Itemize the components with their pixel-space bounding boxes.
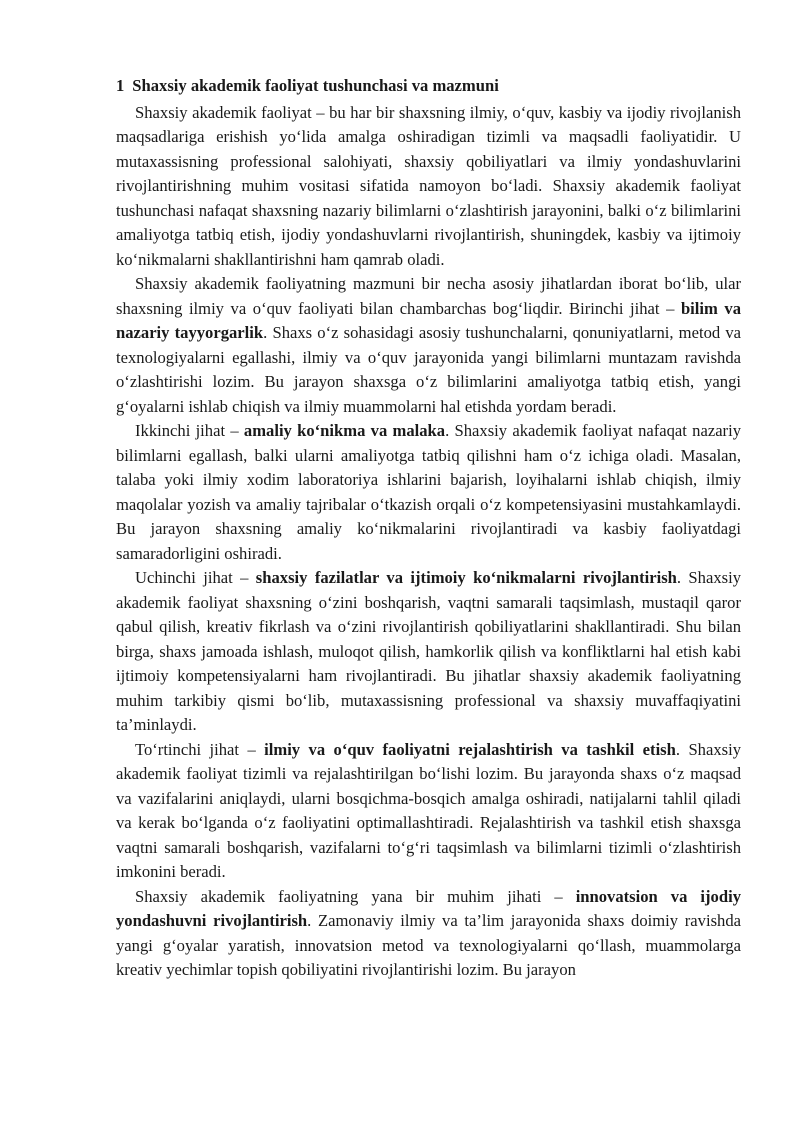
text-run: Ikkinchi jihat – [135, 421, 244, 440]
text-run: . Shaxsiy akademik faoliyat shaxsning o‘zini boshqarish, vaqtni samarali taqsimlash, mustaqil qaror qabul qilish, kreativ fikrlash va o‘zini rivojlantirish qobiliyatlarini shakllantiradi. Shu bilan birga, shaxs jamoada ishlash, muloqot qilish, hamkorlik qilish va konfliktlarni hal etish kabi ijtimoiy kompetensiyalarni ham rivojlantiradi. Bu jihatlar shaxsiy akademik faoliyatning muhim tarkibiy qismi bo‘lib, mutaxassisning professional va shaxsiy muvaffaqiyatini ta’minlaydi. [116, 568, 741, 734]
section-number: 1 [116, 76, 125, 95]
text-run: . Shaxsiy akademik faoliyat nafaqat nazariy bilimlarni egallash, balki ularni amaliyotga tatbiq qilishni ham o‘z ichiga oladi. Masalan, talaba yoki ilmiy xodim laboratoriya ishlarini bajarish, loyihalarni ishlab chiqish, ilmiy maqolalar yozish va amaliy tajribalar o‘tkazish orqali o‘z kompetensiyasini mustahkamlaydi. Bu jarayon shaxsning amaliy ko‘nikmalarini rivojlantiradi va kasbiy faoliyatdagi samaradorligini oshiradi. [116, 421, 741, 563]
text-run: . Zamonaviy ilmiy va ta’lim jarayonida shaxs doimiy ravishda yangi g‘oyalar yaratish, innovatsion metod va texnologiyalarni qo‘llash, muammolarga kreativ yechimlar topish qobiliyatini rivojlantirishi lozim. Bu jarayon [116, 911, 741, 979]
text-run: To‘rtinchi jihat – [135, 739, 265, 759]
text-run: Shaxsiy akademik faoliyat – bu har bir shaxsning ilmiy, o‘quv, kasbiy va ijodiy rivojlanish maqsadlariga erishish yo‘lida amalga oshiradigan tizimli va maqsadli faoliyatidir. U mutaxassisning professional salohiyati, shaxsiy qobiliyatlari va ilmiy yondashuvlarini rivojlantirishning muhim vositasi sifatida namoyon bo‘ladi. Shaxsiy akademik faoliyat tushunchasi nafaqat shaxsning nazariy bilimlarni o‘zlashtirish jarayonini, balki o‘z bilimlarini amaliyotga tatbiq etish, ijodiy yondashuvlarni rivojlantirish, shuningdek, kasbiy va ijtimoiy ko‘nikmalarni shakllantirishni ham qamrab oladi. [116, 102, 741, 269]
document-page [116, 74, 741, 983]
text-run: . Shaxsiy akademik faoliyat tizimli va rejalashtirilgan bo‘lishi lozim. Bu jarayonda shaxs o‘z maqsad va vazifalarini aniqlaydi, ularni bosqichma-bosqich amalga oshiradi, natijalarni tahlil qiladi va kerak bo‘lganda o‘z faoliyatini optimallashtiradi. Rejalashtirish va tashkil etish shaxsga vaqtni samarali boshqarish, vazifalarni to‘g‘ri taqsimlash va bilimlarni tizimli o‘zlashtirish imkonini beradi. [116, 739, 741, 881]
paragraph [116, 566, 741, 738]
bold-phrase: innovatsion va ijodiy yondashuvni rivojlantirish [116, 886, 741, 930]
section-title: Shaxsiy akademik faoliyat tushunchasi va mazmuni [132, 76, 499, 95]
paragraph [116, 419, 741, 566]
bold-phrase: bilim va nazariy tayyorgarlik [116, 298, 741, 342]
paragraph [116, 885, 741, 983]
paragraph [116, 272, 741, 419]
section-heading [116, 74, 741, 99]
bold-phrase: shaxsiy fazilatlar va ijtimoiy ko‘nikmalarni rivojlantirish [255, 568, 677, 587]
paragraph [116, 738, 741, 885]
bold-phrase: ilmiy va o‘quv faoliyatni rejalashtirish va tashkil etish [264, 739, 676, 759]
text-run: . Shaxs o‘z sohasidagi asosiy tushunchalarni, qonuniyatlarni, metod va texnologiyalarni egallashi, ilmiy va o‘quv jarayonida yangi bilimlarni muntazam ravishda o‘zlashtirishi lozim. Bu jarayon shaxsga o‘z bilimlarini amaliyotga tatbiq etish, yangi g‘oyalarni ishlab chiqish va ilmiy muammolarni hal etishda yordam beradi. [116, 323, 741, 416]
bold-phrase: amaliy ko‘nikma va malaka [243, 421, 446, 440]
paragraph [116, 101, 741, 273]
text-run: Shaxsiy akademik faoliyatning yana bir muhim jihati – [135, 886, 576, 906]
text-run: Uchinchi jihat – [135, 568, 256, 587]
text-run: Shaxsiy akademik faoliyatning mazmuni bir necha asosiy jihatlardan iborat bo‘lib, ular shaxsning ilmiy va o‘quv faoliyati bilan chambarchas bog‘liqdir. Birinchi jihat – [116, 274, 741, 318]
body-text [116, 101, 741, 983]
